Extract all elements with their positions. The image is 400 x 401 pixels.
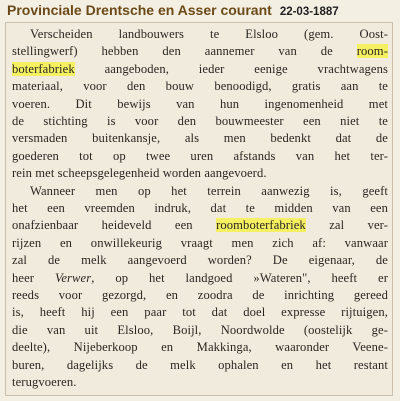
article-line (12, 286, 388, 304)
article-text: materiaal, voor den bouw benoodigd, gratis aan te (12, 79, 388, 94)
article-text: het een vreemden indruk, dat te midden van een (12, 201, 388, 215)
article-text: , op het landgoed »Wateren", heeft er (91, 270, 388, 285)
article-line (12, 164, 388, 182)
article-line (12, 269, 388, 287)
article-text: Verscheiden landbouwers te Elsloo (gem. Oost- (30, 27, 388, 41)
highlighted-term: boterfabriek (12, 61, 75, 76)
article-line (12, 234, 388, 252)
highlighted-term: room- (356, 44, 388, 59)
article-text: reeds voor gezorgd, en zoodra de inrichting gereed (12, 288, 388, 302)
article-line (12, 199, 388, 217)
article-line (12, 77, 388, 95)
article-line (12, 373, 388, 391)
article-line (12, 338, 388, 356)
article-line (12, 147, 388, 165)
article-text: aangeboden, ieder eenige vrachtwagens (74, 61, 388, 76)
article-text: Verwer (54, 270, 92, 285)
clipping-header (7, 2, 395, 22)
article-line (12, 251, 388, 269)
article-text: deelte), Nijeberkoop en Makkinga, waaronder Veene- (12, 340, 388, 355)
article-line (12, 112, 388, 130)
article-line (12, 216, 388, 234)
article-line (12, 356, 388, 374)
article-text: die van uit Elsloo, Boijl, Noordwolde (oostelijk ge- (12, 322, 388, 337)
article-line (30, 25, 388, 43)
article-text: terugvoeren. (12, 375, 77, 389)
article-text: zal de melk aangevoerd worden? De eigenaar, de (12, 253, 388, 268)
article-text: heer (12, 270, 55, 285)
article-text: rijzen en onwillekeurig vraagt men zich af: vanwaar (12, 235, 388, 250)
article-text: de stichting is voor den bouwmeester een niet te (12, 114, 388, 128)
article-text: versmaden buitenkansje, als men bedenkt dat de (12, 131, 388, 146)
article-line (12, 303, 388, 321)
newspaper-title: Provinciale Drentsche en Asser courant (7, 2, 272, 18)
article-text: onafzienbaar heideveld een (12, 218, 217, 233)
article-text: buren, dagelijks de melk ophalen en het restant (12, 357, 388, 372)
article-line (12, 60, 388, 78)
article-line (12, 321, 388, 339)
article-text: Wanneer men op het terrein aanwezig is, geeft (30, 183, 388, 198)
article-line (30, 182, 388, 200)
article-text: voeren. Dit bewijs van hun ingenomenheid met (12, 96, 388, 111)
article-text: rein met scheepsgelegenheid worden aangevoerd. (12, 166, 267, 181)
highlighted-term: roomboterfabriek (216, 218, 306, 233)
article-text: is, heeft hij een paar tot dat doel expresse rijtuigen, (12, 305, 388, 320)
publication-date: 22-03-1887 (279, 6, 339, 18)
article-line (12, 129, 388, 147)
article-text: zal ver- (305, 218, 388, 233)
article-text-block (5, 22, 393, 396)
article-line (12, 95, 388, 113)
article-text: goederen tot op twee uren afstands van het ter- (12, 148, 388, 163)
article-line (12, 42, 388, 60)
article-text: stellingwerf) hebben den aannemer van de (12, 44, 357, 59)
